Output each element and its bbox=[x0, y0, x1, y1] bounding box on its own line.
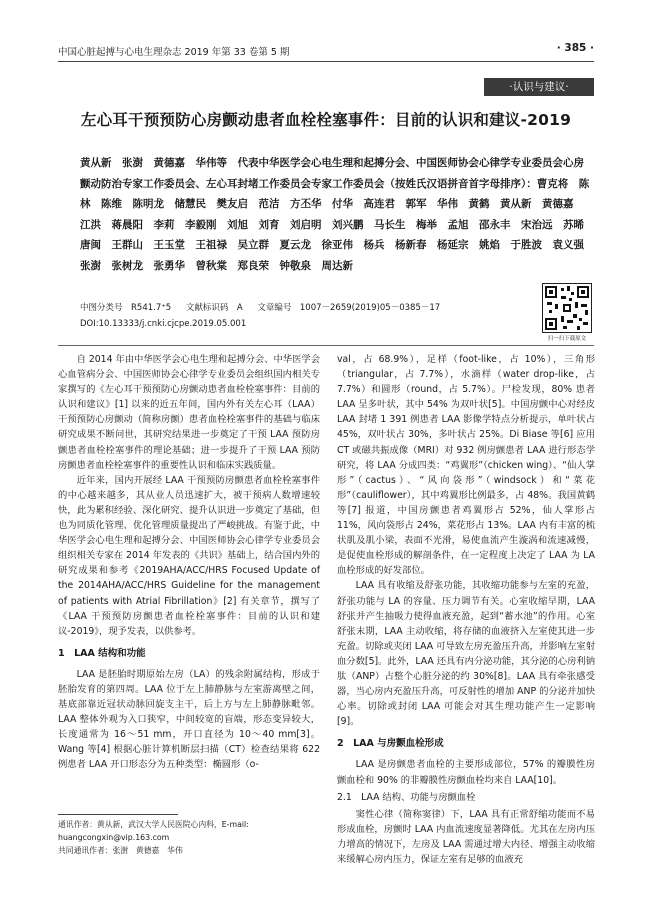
running-header bbox=[58, 41, 594, 59]
section-2-heading: 2 LAA 与房颤血栓形成 bbox=[337, 738, 444, 750]
doi[interactable]: DOI:10.13333/j.cnki.cjcpe.2019.05.001 bbox=[80, 319, 247, 329]
document-code: 文献标识码 A bbox=[185, 303, 243, 313]
clc-number: 中图分类号 R541.7⁺5 bbox=[80, 303, 172, 313]
section-2-1-paragraph: 窦性心律（简称窦律）下，LAA 具有正常舒缩功能而不易形成血栓，房颤时 LAA 内血流速度显著降低。尤其在左房内压力增高的情况下，左房及 LAA 需通过增大内径、增强主动收缩来缓解心房内压力，保证左室有足够的血液充 bbox=[337, 808, 595, 865]
section-2-1-heading: 2.1 LAA 结构、功能与房颤血栓 bbox=[337, 791, 476, 803]
footnote-rule bbox=[58, 814, 178, 815]
left-column bbox=[58, 352, 320, 773]
author-list: 黄从新 张澍 黄德嘉 华伟等 代表中华医学会心电生理和起搏分会、中国医师协会心律学专业委员会心房颤动防治专家工作委员会、左心耳封堵工作委员会专家工作委员会（按姓氏汉语拼音首字母排序）：曹克将 陈林 陈维 陈明龙 储慧民 樊友启 范洁 方丕华 付华 高连君 郭军 华伟 黄鹤 黄从新 黄德嘉 江洪 蒋晨阳 李莉 李毅刚 刘旭 刘育 刘启明 刘兴鹏 马长生 梅举 孟旭 邵永丰 宋治远 苏晞 唐闽 王群山 王玉堂 王祖禄 吴立群 夏云龙 徐亚伟 杨兵 杨新春 杨延宗 姚焰 于胜波 袁义强 张澍 张树龙 张勇华 曾秋棠 郑良荣 钟敬泉 周达新 bbox=[80, 157, 595, 272]
qr-caption: 扫一扫下载原文 bbox=[547, 336, 587, 342]
intro-paragraph-2: 近年来，国内开展经 LAA 干预预防房颤患者血栓栓塞事件的中心越来越多，其从业人员迅速扩大，被干预病人数增速较快，此为累积经验、深化研究、提升认识进一步奠定了基础，但也为同质化管理、优化管理质量提出了严峻挑战。有鉴于此，中华医学会心电生理和起搏分会、中国医师协会心律学专业委员会组织相关专家在 2014 年发表的《共识》基础上，结合国内外的研究成果和参考《2019AHA/ACC/HRS Focused Update of the 2014AHA/ACC/HRS Guideline for the management of patients with Atrial Fibrillation》[2] 有关章节，撰写了《LAA 干预预防房颤患者血栓栓塞事件：目前的认识和建议-2019》，现予发表，以供参考。 bbox=[58, 474, 320, 637]
section-tag: ·认识与建议· bbox=[484, 78, 594, 96]
section-1-paragraph: LAA 是胚胎时期原始左房（LA）的残余附属结构，形成于胚胎发育的第四周。LAA 位于左上肺静脉与左室游离壁之间，基底部靠近冠状动脉回旋支主干，后上方与左上肺静脉毗邻。LAA 整体外观为入口狭窄，中间较宽的盲端，形态变异较大，长度通常为 16～51 mm，开口直径为 10～40 mm[3]。Wang 等[4] 根据心脏计算机断层扫描（CT）检查结果将 622 例患者 LAA 开口形态分为五种类型：椭圆形（o- bbox=[58, 668, 320, 771]
continued-paragraph: val，占 68.9%），足样（foot-like，占 10%），三角形（triangular，占 7.7%），水滴样（water drop-like，占 7.7%）和圆形（round，占 5.7%）。尸检发现，80% 患者 LAA 呈多叶状，其中 54% 为双叶状[5]。中国房颤中心对经皮 LAA 封堵 1 391 例患者 LAA 影像学特点分析提示，单叶状占 45%，双叶状占 30%，多叶状占 25%。Di Biase 等[6] 应用 CT 或磁共振成像（MRI）对 932 例房颤患者 LAA 进行形态学研究，将 LAA 分成四类：“鸡翼形”（chicken wing）、“仙人掌形”（cactus）、“风向袋形”（windsock）和“菜花形”（cauliflower），其中鸡翼形比例最多，占 48%。我国黄鹤等[7] 报道，中国房颤患者鸡翼形占 52%，仙人掌形占 11%，风向袋形占 24%，菜花形占 13%。LAA 内有丰富的梳状肌及肌小梁，表面不光滑，易使血流产生漩涡和流速减慢，是促使血栓形成的解剖条件，在一定程度上决定了 LAA 为 LA 血栓形成的好发部位。 bbox=[337, 354, 595, 577]
footnote bbox=[58, 818, 320, 857]
page-number: · 385 · bbox=[556, 42, 594, 54]
qr-code-icon[interactable] bbox=[542, 283, 592, 333]
section-2-paragraph: LAA 是房颤患者血栓的主要形成部位，57% 的瓣膜性房颤血栓和 90% 的非瓣膜性房颤血栓均来自 LAA[10]。 bbox=[337, 759, 595, 786]
section-1-heading: 1 LAA 结构和功能 bbox=[58, 647, 146, 659]
corresponding-author: 通讯作者：黄从新，武汉大学人民医院心内科，E-mail: huangcongxin@vip.163.com bbox=[58, 820, 249, 842]
laa-function-paragraph: LAA 具有收缩及舒张功能，其收缩功能参与左室的充盈，舒张功能与 LA 的容量、压力调节有关。心室收缩早期，LAA 舒张并产生抽吸力使得血液充盈，起到“蓄水池”的作用。心室舒张末期，LAA 主动收缩，将存储的血液挤入左室使其进一步充盈。切除或夹闭 LAA 可导致左房充盈压升高，并影响左室射血分数[5]。此外，LAA 还具有内分泌功能，其分泌的心房利钠肽（ANP）占整个心脏分泌的约 30%[8]。LAA 具有牵张感受器，当心房内充盈压升高，可反射性的增加 ANP 的分泌并加快心率。切除或封闭 LAA 可能会对其生理功能产生一定影响[9]。 bbox=[337, 580, 595, 728]
article-number: 文章编号 1007－2659(2019)05－0385－17 bbox=[257, 303, 441, 313]
right-column bbox=[337, 352, 595, 867]
co-corresponding-authors: 共同通讯作者：张澍 黄德嘉 华伟 bbox=[58, 846, 183, 855]
article-title: 左心耳干预预防心房颤动患者血栓栓塞事件：目前的认识和建议-2019 bbox=[80, 111, 572, 129]
journal-name: 中国心脏起搏与心电生理杂志 2019 年第 33 卷第 5 期 bbox=[58, 47, 290, 58]
header-rule bbox=[58, 61, 594, 62]
intro-paragraph-1: 自 2014 年由中华医学会心电生理和起搏分会、中华医学会心血管病分会、中国医师协会心律学专业委员会组织国内相关专家撰写的《左心耳干预预防心房颤动患者血栓栓塞事件：目前的认识和建议》[1] 以来的近五年间，国内外有关左心耳（LAA）干预预防心房颤动（简称房颤）患者血栓栓塞事件的基础与临床研究成果不断问世，其研究结果进一步奠定了干预 LAA 预防房颤患者血栓栓塞事件的理论基础；进一步提升了干预 LAA 预防房颤患者血栓栓塞事件的重要性认识和临床实践质量。 bbox=[58, 354, 320, 471]
article-meta bbox=[80, 300, 480, 332]
meta-rule bbox=[58, 345, 594, 346]
